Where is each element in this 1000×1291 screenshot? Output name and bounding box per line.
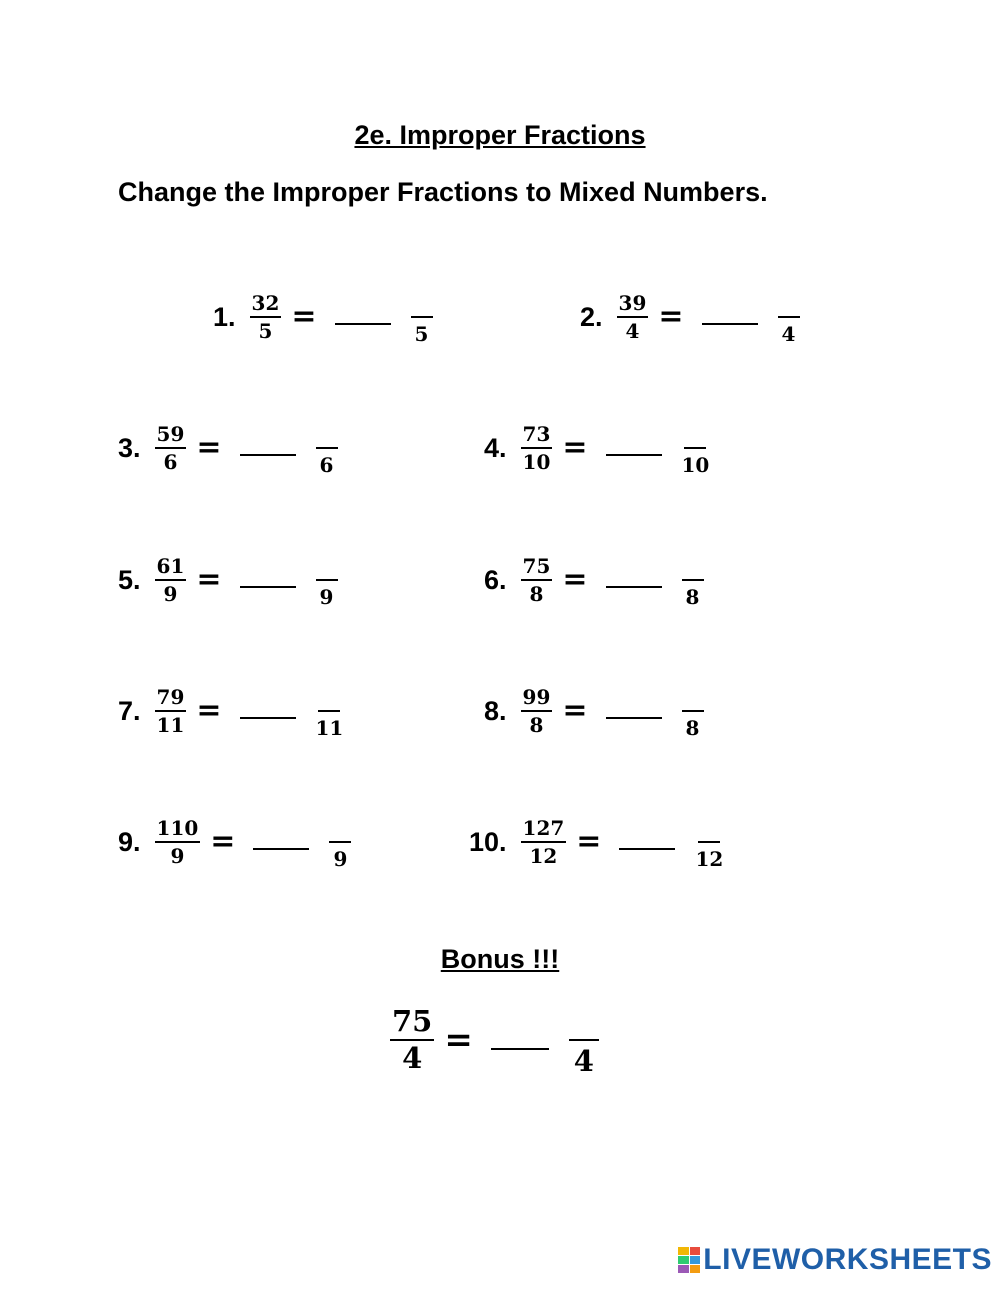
answer-fraction — [411, 316, 433, 344]
problem-2 — [580, 282, 800, 352]
problem-9 — [118, 807, 351, 877]
fraction-numerator: 79 — [155, 687, 187, 712]
improper-fraction — [250, 293, 282, 341]
numerator-input[interactable] — [318, 710, 340, 712]
whole-number-input[interactable] — [606, 586, 662, 588]
instructions-text: Change the Improper Fractions to Mixed Numbers. — [118, 177, 768, 207]
fraction-numerator: 99 — [521, 687, 553, 712]
problem-10 — [469, 807, 723, 877]
answer-fraction — [682, 579, 704, 607]
problem-3 — [118, 413, 338, 483]
answer-fraction — [316, 710, 344, 738]
fraction-numerator: 75 — [521, 556, 553, 581]
fraction-denominator: 10 — [522, 450, 551, 474]
numerator-input[interactable] — [682, 710, 704, 712]
problem-8 — [484, 676, 704, 746]
numerator-input[interactable] — [316, 447, 338, 449]
fraction-denominator: 8 — [529, 582, 544, 606]
whole-number-input[interactable] — [240, 586, 296, 588]
fraction-numerator: 61 — [155, 556, 187, 581]
answer-fraction — [682, 710, 704, 738]
whole-number-input[interactable] — [491, 1048, 549, 1050]
fraction-numerator: 127 — [521, 818, 567, 843]
whole-number-input[interactable] — [606, 717, 662, 719]
problem-4 — [484, 413, 709, 483]
fraction-denominator: 9 — [170, 844, 185, 868]
problem-number: 10. — [469, 826, 507, 857]
improper-fraction — [155, 687, 187, 735]
whole-number-input[interactable] — [335, 323, 391, 325]
equals-sign: = — [658, 299, 684, 334]
improper-fraction — [155, 556, 187, 604]
problem-5 — [118, 545, 338, 615]
equals-sign: = — [562, 562, 588, 597]
equals-sign: = — [576, 824, 602, 859]
improper-fraction — [521, 818, 567, 866]
problem-number: 9. — [118, 826, 141, 857]
problem-6 — [484, 545, 704, 615]
problem-number: 1. — [213, 301, 236, 332]
liveworksheets-logo — [678, 1243, 992, 1277]
problem-number: 8. — [484, 695, 507, 726]
answer-denominator: 5 — [414, 322, 429, 346]
answer-fraction — [316, 447, 338, 475]
fraction-denominator: 11 — [156, 713, 185, 737]
fraction-denominator: 8 — [529, 713, 544, 737]
problem-number: 4. — [484, 432, 507, 463]
answer-denominator: 9 — [333, 847, 348, 871]
answer-fraction — [778, 316, 800, 344]
fraction-denominator: 4 — [402, 1041, 423, 1075]
answer-denominator: 10 — [681, 453, 710, 477]
fraction-numerator: 39 — [617, 293, 649, 318]
numerator-input[interactable] — [778, 316, 800, 318]
fraction-denominator: 9 — [163, 582, 178, 606]
fraction-numerator: 110 — [155, 818, 201, 843]
numerator-input[interactable] — [329, 841, 351, 843]
improper-fraction — [521, 687, 553, 735]
equals-sign: = — [196, 693, 222, 728]
problem-number: 3. — [118, 432, 141, 463]
problem-number: 5. — [118, 564, 141, 595]
fraction-numerator: 73 — [521, 424, 553, 449]
fraction-numerator: 59 — [155, 424, 187, 449]
answer-fraction — [569, 1039, 599, 1076]
whole-number-input[interactable] — [702, 323, 758, 325]
worksheet-title: 2e. Improper Fractions — [354, 120, 646, 150]
problem-1 — [213, 282, 433, 352]
answer-fraction — [682, 447, 710, 475]
bonus-title: Bonus !!! — [440, 944, 560, 974]
answer-fraction — [316, 579, 338, 607]
answer-denominator: 12 — [695, 847, 724, 871]
numerator-input[interactable] — [411, 316, 433, 318]
answer-denominator: 4 — [573, 1043, 594, 1078]
answer-denominator: 8 — [685, 585, 700, 609]
equals-sign: = — [562, 430, 588, 465]
numerator-input[interactable] — [316, 579, 338, 581]
improper-fraction — [521, 424, 553, 472]
fraction-numerator: 32 — [250, 293, 282, 318]
problem-number: 7. — [118, 695, 141, 726]
problem-number: 6. — [484, 564, 507, 595]
answer-denominator: 4 — [781, 322, 796, 346]
fraction-denominator: 5 — [258, 319, 273, 343]
answer-denominator: 6 — [319, 453, 334, 477]
equals-sign: = — [562, 693, 588, 728]
equals-sign: = — [444, 1020, 473, 1060]
improper-fraction — [155, 424, 187, 472]
whole-number-input[interactable] — [606, 454, 662, 456]
answer-denominator: 8 — [685, 716, 700, 740]
equals-sign: = — [291, 299, 317, 334]
improper-fraction — [155, 818, 201, 866]
fraction-denominator: 12 — [529, 844, 558, 868]
answer-fraction — [695, 841, 723, 869]
logo-blocks-icon — [678, 1247, 700, 1273]
whole-number-input[interactable] — [240, 717, 296, 719]
equals-sign: = — [210, 824, 236, 859]
fraction-denominator: 4 — [625, 319, 640, 343]
equals-sign: = — [196, 430, 222, 465]
whole-number-input[interactable] — [253, 848, 309, 850]
numerator-input[interactable] — [682, 579, 704, 581]
answer-denominator: 11 — [315, 716, 344, 740]
numerator-input[interactable] — [684, 447, 706, 449]
logo-text: LIVEWORKSHEETS — [703, 1243, 992, 1276]
whole-number-input[interactable] — [619, 848, 675, 850]
fraction-numerator: 75 — [390, 1007, 434, 1041]
equals-sign: = — [196, 562, 222, 597]
fraction-denominator: 6 — [163, 450, 178, 474]
answer-denominator: 9 — [319, 585, 334, 609]
numerator-input[interactable] — [698, 841, 720, 843]
problem-7 — [118, 676, 343, 746]
problem-number: 2. — [580, 301, 603, 332]
improper-fraction — [617, 293, 649, 341]
answer-fraction — [329, 841, 351, 869]
improper-fraction — [390, 1004, 434, 1075]
bonus-problem — [390, 995, 599, 1085]
numerator-input[interactable] — [569, 1039, 599, 1041]
improper-fraction — [521, 556, 553, 604]
whole-number-input[interactable] — [240, 454, 296, 456]
